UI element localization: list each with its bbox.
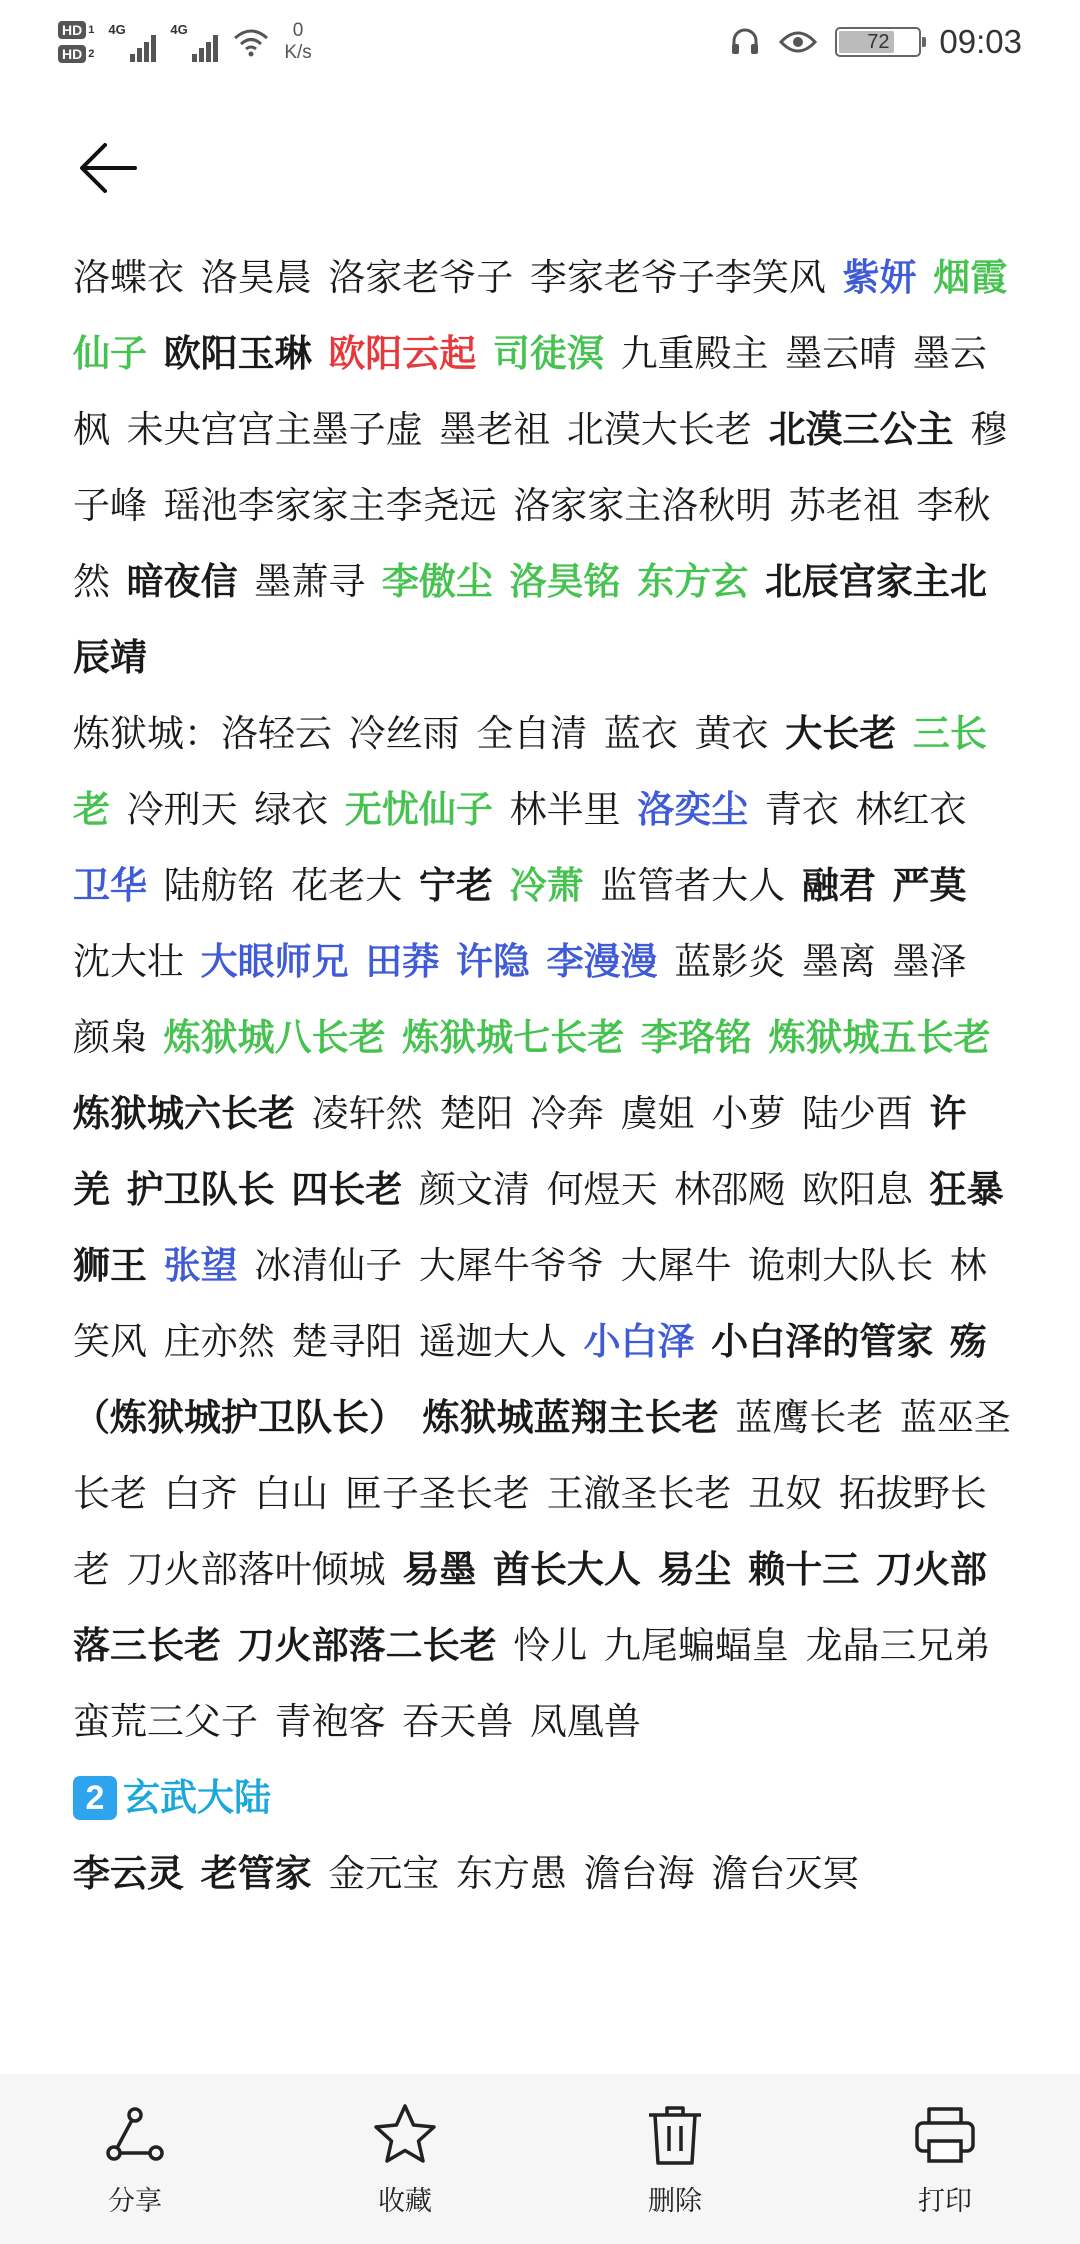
character-name: 炼狱城六长老 xyxy=(73,1092,295,1135)
character-name: 颜文清 xyxy=(418,1168,530,1211)
character-name: 白齐 xyxy=(163,1472,238,1515)
character-name: 大犀牛 xyxy=(620,1244,732,1287)
back-arrow-icon xyxy=(77,140,139,196)
character-name: 澹台海 xyxy=(583,1852,695,1895)
character-list-2 xyxy=(73,696,1013,1760)
character-name: 小白泽 xyxy=(583,1320,695,1363)
trash-icon xyxy=(641,2101,709,2169)
hd-2-number: 2 xyxy=(88,48,95,60)
character-name: 炼狱城蓝翔主长老 xyxy=(422,1396,719,1439)
character-name: 何煜天 xyxy=(546,1168,658,1211)
character-list-3 xyxy=(73,1836,1013,1912)
character-name: 李漫漫 xyxy=(546,940,658,983)
character-name: 冷奔 xyxy=(529,1092,604,1135)
character-name: 拓拔野长老 xyxy=(73,1472,987,1591)
printer-icon xyxy=(911,2101,979,2169)
print-label: 打印 xyxy=(918,2185,972,2217)
eye-icon xyxy=(779,28,817,56)
character-name: 刀火部落叶倾城 xyxy=(126,1548,386,1591)
character-name: 监管者大人 xyxy=(600,864,786,907)
character-name: 墨云晴 xyxy=(785,332,897,375)
character-name: 炼狱城八长老 xyxy=(163,1016,386,1059)
character-name: 青衣 xyxy=(764,788,839,831)
note-content xyxy=(73,240,1013,1912)
character-name: 小萝 xyxy=(711,1092,786,1135)
character-name: 洛家老爷子 xyxy=(328,256,514,299)
character-name: 蛮荒三父子 xyxy=(73,1700,258,1743)
character-name: 炼狱城：洛轻云 xyxy=(73,712,332,755)
character-name: 狂暴狮王 xyxy=(73,1168,1004,1287)
character-name: 林半里 xyxy=(509,788,621,831)
character-name: 白山 xyxy=(254,1472,329,1515)
character-name: 庄亦然 xyxy=(163,1320,275,1363)
character-name: 苏老祖 xyxy=(788,484,900,527)
character-name: 许隐 xyxy=(455,940,530,983)
character-name: 金元宝 xyxy=(328,1852,440,1895)
character-name: 沈大壮 xyxy=(73,940,184,983)
character-name: 颜枭 xyxy=(73,1016,147,1059)
character-name: 龙晶三兄弟 xyxy=(805,1624,991,1667)
delete-button[interactable] xyxy=(540,2074,810,2244)
delete-label: 删除 xyxy=(648,2185,702,2217)
character-name: 欧阳息 xyxy=(801,1168,913,1211)
keycap-number-icon: 2 xyxy=(73,1776,117,1820)
character-name: 丑奴 xyxy=(748,1472,823,1515)
character-name: 凌轩然 xyxy=(311,1092,423,1135)
character-name: 蓝影炎 xyxy=(674,940,786,983)
character-name: 四长老 xyxy=(291,1168,403,1211)
character-name: 洛昊铭 xyxy=(509,560,621,603)
character-name: 怜儿 xyxy=(513,1624,588,1667)
hd-indicators xyxy=(58,21,94,63)
character-name: 欧阳玉琳 xyxy=(163,332,312,375)
character-name: 酋长大人 xyxy=(492,1548,641,1591)
character-list-1 xyxy=(73,240,1013,696)
print-button[interactable] xyxy=(810,2074,1080,2244)
character-name: 易尘 xyxy=(657,1548,732,1591)
character-name: 冷萧 xyxy=(509,864,584,907)
character-name: 吞天兽 xyxy=(402,1700,514,1743)
character-name: 遥迦大人 xyxy=(418,1320,567,1363)
character-name: 穆子峰 xyxy=(73,408,1008,527)
character-name: 黄衣 xyxy=(694,712,769,755)
favorite-button[interactable] xyxy=(270,2074,540,2244)
character-name: 全自清 xyxy=(476,712,588,755)
character-name: 林邵飏 xyxy=(674,1168,786,1211)
back-button[interactable] xyxy=(68,128,148,208)
character-name: 赖十三 xyxy=(748,1548,860,1591)
status-bar xyxy=(0,0,1080,80)
signal-2-label: 4G xyxy=(170,22,188,37)
character-name: 楚阳 xyxy=(439,1092,514,1135)
signal-1-label: 4G xyxy=(108,22,126,37)
wifi-icon xyxy=(232,27,270,57)
status-left xyxy=(58,12,312,72)
bottom-toolbar xyxy=(0,2074,1080,2244)
character-name: 匣子圣长老 xyxy=(344,1472,530,1515)
character-name: 冰清仙子 xyxy=(254,1244,403,1287)
character-name: 青袍客 xyxy=(274,1700,386,1743)
character-name: 林红衣 xyxy=(855,788,967,831)
character-name: 未央宫宫主墨子虚 xyxy=(126,408,423,451)
character-name: 刀火部落三长老 xyxy=(73,1548,987,1667)
section-title: 玄武大陆 xyxy=(123,1776,271,1819)
character-name: 三长老 xyxy=(73,712,987,831)
signal-2-icon xyxy=(170,22,218,62)
character-name: 炼狱城七长老 xyxy=(402,1016,625,1059)
character-name: 刀火部落二长老 xyxy=(237,1624,497,1667)
character-name: 殇（炼狱城护卫队长） xyxy=(73,1320,987,1439)
signal-1-icon xyxy=(108,22,156,62)
character-name: 陆舫铭 xyxy=(163,864,275,907)
character-name: 北漠三公主 xyxy=(768,408,954,451)
character-name: 许羌 xyxy=(73,1092,967,1211)
character-name: 洛家家主洛秋明 xyxy=(513,484,773,527)
character-name: 融君 xyxy=(801,864,876,907)
character-name: 田莽 xyxy=(365,940,440,983)
character-name: 冷刑天 xyxy=(126,788,238,831)
net-speed-value: 0 xyxy=(292,20,304,41)
net-speed xyxy=(284,20,311,64)
share-icon xyxy=(101,2101,169,2169)
share-label: 分享 xyxy=(108,2185,162,2217)
character-name: 烟霞仙子 xyxy=(73,256,1008,375)
character-name: 墨萧寻 xyxy=(254,560,366,603)
character-name: 诡刺大队长 xyxy=(748,1244,934,1287)
battery-indicator xyxy=(835,27,921,57)
hd-1-number: 1 xyxy=(88,24,95,36)
character-name: 绿衣 xyxy=(254,788,329,831)
character-name: 北漠大长老 xyxy=(566,408,752,451)
character-name: 老管家 xyxy=(200,1852,312,1895)
character-name: 卫华 xyxy=(73,864,147,907)
character-name: 洛昊晨 xyxy=(200,256,312,299)
character-name: 冷丝雨 xyxy=(348,712,460,755)
character-name: 九尾蝙蝠皇 xyxy=(603,1624,789,1667)
character-name: 暗夜信 xyxy=(126,560,238,603)
character-name: 澹台灭冥 xyxy=(711,1852,860,1895)
status-right xyxy=(729,12,1022,72)
clock: 09:03 xyxy=(939,23,1022,60)
net-speed-unit: K/s xyxy=(284,42,312,63)
character-name: 墨泽 xyxy=(892,940,967,983)
headphones-icon xyxy=(729,26,761,58)
character-name: 李傲尘 xyxy=(381,560,493,603)
character-name: 墨云枫 xyxy=(73,332,987,451)
character-name: 大犀牛爷爷 xyxy=(418,1244,604,1287)
hd-2-label: HD xyxy=(58,45,86,63)
character-name: 蓝衣 xyxy=(603,712,678,755)
character-name: 花老大 xyxy=(291,864,403,907)
character-name: 小白泽的管家 xyxy=(711,1320,934,1363)
character-name: 欧阳云起 xyxy=(328,332,477,375)
hd-1-label: HD xyxy=(58,21,86,39)
character-name: 王澈圣长老 xyxy=(546,1472,732,1515)
character-name: 瑶池李家家主李尧远 xyxy=(163,484,497,527)
character-name: 无忧仙子 xyxy=(344,788,493,831)
character-name: 蓝巫圣长老 xyxy=(73,1396,1011,1515)
character-name: 大长老 xyxy=(785,712,897,755)
character-name: 虞姐 xyxy=(620,1092,695,1135)
hd-2-badge xyxy=(58,45,94,63)
character-name: 林笑风 xyxy=(73,1244,987,1363)
character-name: 东方玄 xyxy=(637,560,749,603)
character-name: 九重殿主 xyxy=(620,332,769,375)
character-name: 楚寻阳 xyxy=(291,1320,403,1363)
character-name: 李珞铭 xyxy=(640,1016,752,1059)
character-name: 紫妍 xyxy=(842,256,917,299)
character-name: 李秋然 xyxy=(73,484,991,603)
character-name: 张望 xyxy=(163,1244,238,1287)
character-name: 李云灵 xyxy=(73,1852,184,1895)
character-name: 凤凰兽 xyxy=(529,1700,641,1743)
character-name: 宁老 xyxy=(418,864,493,907)
hd-1-badge xyxy=(58,21,94,39)
star-icon xyxy=(371,2101,439,2169)
character-name: 炼狱城五长老 xyxy=(768,1016,991,1059)
character-name: 东方愚 xyxy=(455,1852,567,1895)
share-button[interactable] xyxy=(0,2074,270,2244)
character-name: 大眼师兄 xyxy=(200,940,349,983)
character-name: 蓝鹰长老 xyxy=(735,1396,884,1439)
character-name: 洛蝶衣 xyxy=(73,256,184,299)
character-name: 陆少酉 xyxy=(801,1092,913,1135)
section-heading xyxy=(73,1760,1013,1836)
battery-level: 72 xyxy=(867,30,890,53)
character-name: 严莫 xyxy=(892,864,967,907)
character-name: 李家老爷子李笑风 xyxy=(529,256,826,299)
favorite-label: 收藏 xyxy=(378,2185,432,2217)
character-name: 护卫队长 xyxy=(126,1168,275,1211)
character-name: 北辰宫家主北辰靖 xyxy=(73,560,987,679)
character-name: 墨离 xyxy=(801,940,876,983)
character-name: 易墨 xyxy=(402,1548,477,1591)
character-name: 司徒溟 xyxy=(492,332,604,375)
character-name: 墨老祖 xyxy=(439,408,551,451)
character-name: 洛奕尘 xyxy=(637,788,749,831)
